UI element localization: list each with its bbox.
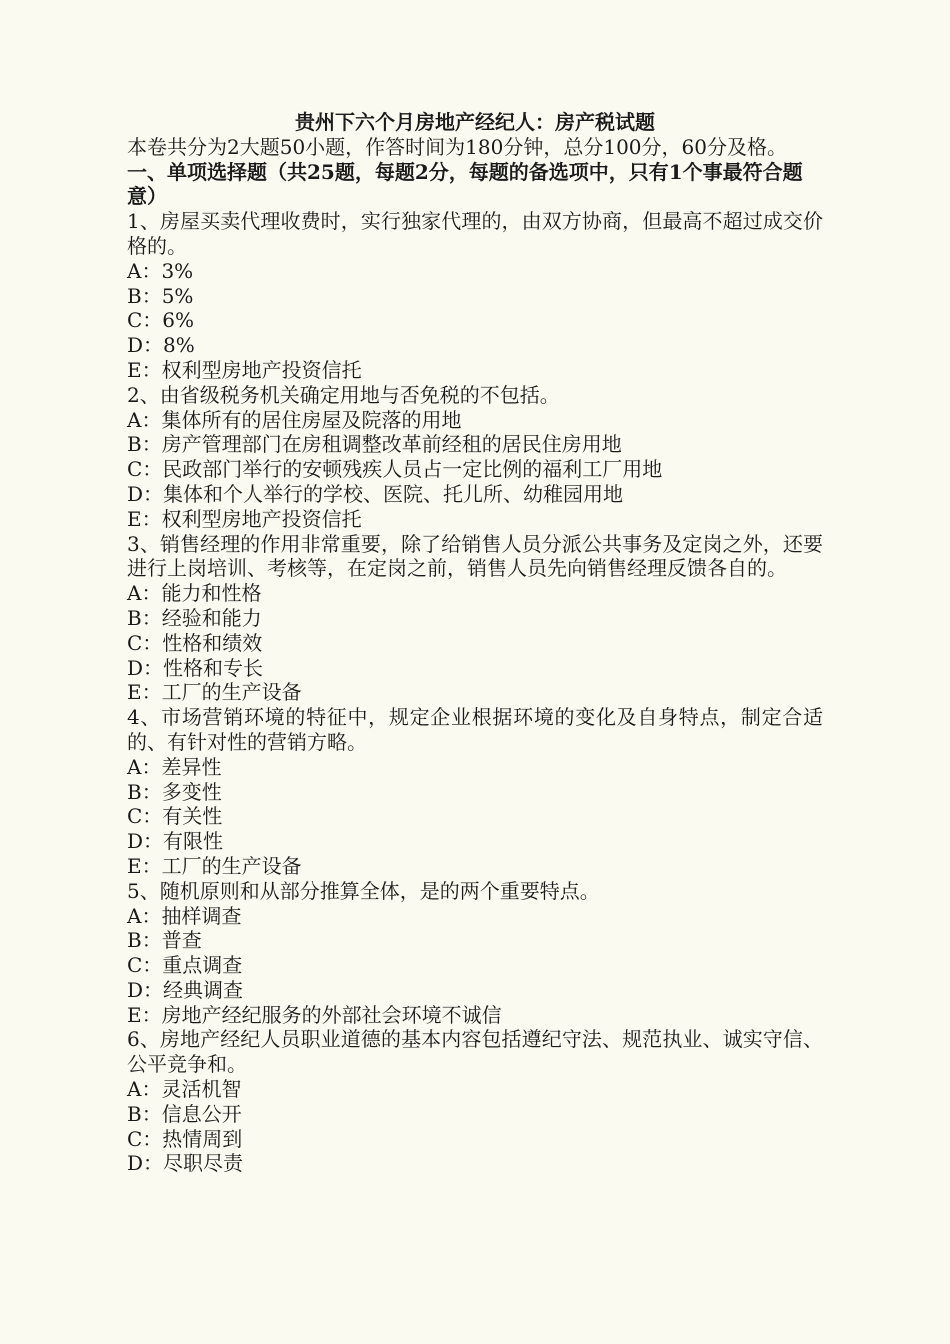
answer-option: E：房地产经纪服务的外部社会环境不诚信 xyxy=(127,1002,502,1027)
answer-option: A：能力和性格 xyxy=(127,581,262,606)
question-text: 5、随机原则和从部分推算全体，是的两个重要特点。 xyxy=(127,878,600,903)
question-block xyxy=(127,879,823,1028)
question-text: 6、房地产经纪人员职业道德的基本内容包括遵纪守法、规范执业、诚实守信、公平竞争和。 xyxy=(127,1027,823,1077)
answer-option: D：尽职尽责 xyxy=(127,1151,244,1176)
answer-option: C：性格和绩效 xyxy=(127,630,263,655)
question-block xyxy=(127,532,823,706)
answer-option: C：有关性 xyxy=(127,804,223,829)
question-block xyxy=(127,209,823,383)
question-text: 3、销售经理的作用非常重要，除了给销售人员分派公共事务及定岗之外，还要进行上岗培训、考核等，在定岗之前，销售人员先向销售经理反馈各自的。 xyxy=(127,531,823,581)
answer-option: A：3% xyxy=(127,258,194,283)
section-heading: 一、单项选择题（共25题，每题2分，每题的备选项中，只有1个事最符合题意） xyxy=(127,159,803,209)
answer-option: B：经验和能力 xyxy=(127,605,262,630)
answer-option: A：差异性 xyxy=(127,754,222,779)
answer-option: C：重点调查 xyxy=(127,953,243,978)
answer-option: B：5% xyxy=(127,283,194,308)
question-block xyxy=(127,705,823,879)
question-block xyxy=(127,383,823,532)
question-text: 2、由省级税务机关确定用地与否免税的不包括。 xyxy=(127,382,560,407)
answer-option: A：抽样调查 xyxy=(127,903,242,928)
answer-option: D：集体和个人举行的学校、医院、托儿所、幼稚园用地 xyxy=(127,481,624,506)
answer-option: D：性格和专长 xyxy=(127,655,264,680)
answer-option: D：有限性 xyxy=(127,829,224,854)
answer-option: E：权利型房地产投资信托 xyxy=(127,357,362,382)
answer-option: A：集体所有的居住房屋及院落的用地 xyxy=(127,407,462,432)
question-text: 4、市场营销环境的特征中，规定企业根据环境的变化及自身特点，制定合适的、有针对性的营销方略。 xyxy=(127,705,823,754)
answer-option: D：8% xyxy=(127,333,195,358)
answer-option: D：经典调查 xyxy=(127,977,244,1002)
answer-option: C：民政部门举行的安顿残疾人员占一定比例的福利工厂用地 xyxy=(127,457,663,482)
intro-paragraph: 本卷共分为2大题50小题，作答时间为180分钟，总分100分，60分及格。 xyxy=(127,134,787,159)
answer-option: B：信息公开 xyxy=(127,1101,242,1126)
document-title: 贵州下六个月房地产经纪人：房产税试题 xyxy=(295,110,655,134)
document-page xyxy=(127,110,823,1176)
answer-option: A：灵活机智 xyxy=(127,1077,242,1102)
answer-option: B：多变性 xyxy=(127,779,222,804)
answer-option: C：6% xyxy=(127,308,195,333)
question-text: 1、房屋买卖代理收费时，实行独家代理的，由双方协商，但最高不超过成交价格的。 xyxy=(127,209,823,258)
question-list xyxy=(127,209,823,1176)
answer-option: E：工厂的生产设备 xyxy=(127,853,302,878)
answer-option: C：热情周到 xyxy=(127,1126,243,1151)
answer-option: E：权利型房地产投资信托 xyxy=(127,506,362,531)
answer-option: E：工厂的生产设备 xyxy=(127,680,302,705)
answer-option: B：房产管理部门在房租调整改革前经租的居民住房用地 xyxy=(127,432,622,457)
question-block xyxy=(127,1027,823,1176)
answer-option: B：普查 xyxy=(127,928,202,953)
